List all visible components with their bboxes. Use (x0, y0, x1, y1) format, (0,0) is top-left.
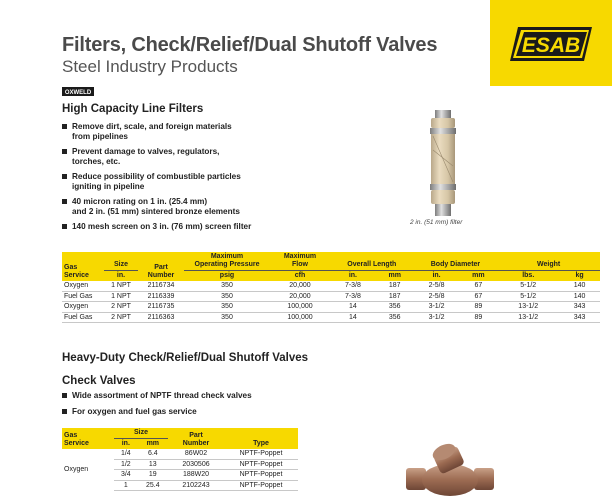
esab-logo-mark (510, 27, 592, 61)
col-size-unit: in. (104, 271, 138, 282)
filters-bullet: 140 mesh screen on 3 in. (76 mm) screen filter (62, 222, 322, 232)
filters-bullet: Prevent damage to valves, regulators, torches, etc. (62, 147, 322, 167)
bullet-square-icon (62, 199, 67, 204)
filter-photo-caption: 2 in. (51 mm) filter (410, 219, 463, 226)
table-row: Oxygen 1 NPT 2116734 350 20,000 7-3/8 187 2-5/8 67 5-1/2 140 (62, 281, 600, 291)
bullet-square-icon (62, 393, 67, 398)
col-type: Type (224, 428, 298, 449)
table-row: Fuel Gas 2 NPT 2116363 350 100,000 14 356 3-1/2 89 13-1/2 343 (62, 312, 600, 323)
esab-logo (490, 0, 612, 86)
col-diameter-in: in. (414, 271, 460, 282)
valves-heading: Heavy-Duty Check/Relief/Dual Shutoff Valves (62, 352, 309, 364)
valves-bullet-list (62, 391, 322, 422)
bullet-square-icon (62, 224, 67, 229)
line-filter-photo (418, 110, 468, 216)
bullet-square-icon (62, 174, 67, 179)
bullet-square-icon (62, 149, 67, 154)
filters-bullet: 40 micron rating on 1 in. (25.4 mm) and 2 in. (51 mm) sintered bronze elements (62, 197, 322, 217)
page-subtitle: Steel Industry Products (62, 57, 238, 76)
filters-bullet: Reduce possibility of combustible particles igniting in pipeline (62, 172, 322, 192)
col-part-number: Part Number (138, 252, 184, 281)
col-size: Size (114, 428, 168, 439)
table-row: Fuel Gas 1 NPT 2116339 350 20,000 7-3/8 187 2-5/8 67 5-1/2 140 (62, 291, 600, 302)
col-max-flow: Maximum Flow (270, 252, 330, 271)
oxweld-badge (62, 87, 94, 96)
col-body-diameter: Body Diameter (414, 252, 498, 271)
col-max-pressure: Maximum Operating Pressure (184, 252, 270, 271)
col-weight-lbs: lbs. (497, 271, 559, 282)
table-row: 1/2 13 2030506 NPTF-Poppet (62, 459, 298, 470)
page-title: Filters, Check/Relief/Dual Shutoff Valves (62, 34, 438, 56)
check-valves-heading: Check Valves (62, 375, 136, 387)
check-valve-photo (400, 440, 500, 500)
gas-service-oxygen: Oxygen (64, 466, 89, 473)
col-length-in: in. (330, 271, 376, 282)
filters-bullet: Remove dirt, scale, and foreign materials from pipelines (62, 122, 322, 142)
valves-bullet: For oxygen and fuel gas service (62, 407, 322, 417)
table-row: 3/4 19 188W20 NPTF-Poppet (62, 470, 298, 481)
filters-heading: High Capacity Line Filters (62, 103, 204, 115)
col-size-mm: mm (138, 439, 168, 450)
col-gas-service: Gas Service (62, 252, 104, 281)
filters-bullet-list (62, 122, 322, 237)
col-pressure-unit: psig (184, 271, 270, 282)
filters-table (62, 252, 600, 323)
col-size: Size (104, 252, 138, 271)
brand-wordmark: ESAB (521, 34, 581, 57)
col-flow-unit: cfh (270, 271, 330, 282)
col-diameter-mm: mm (459, 271, 497, 282)
table-row: Oxygen 2 NPT 2116735 350 100,000 14 356 3-1/2 89 13-1/2 343 (62, 302, 600, 313)
oxweld-badge-text: OXWELD (64, 90, 92, 96)
valves-bullet: Wide assortment of NPTF thread check valves (62, 391, 322, 401)
col-gas-service: Gas Service (62, 428, 114, 449)
col-part-number: Part Number (168, 428, 224, 449)
col-weight-kg: kg (559, 271, 600, 282)
col-length-mm: mm (376, 271, 414, 282)
col-size-in: in. (114, 439, 138, 450)
table-row: Oxygen 1/4 6.4 86W02 NPTF-Poppet (62, 449, 298, 459)
bullet-square-icon (62, 409, 67, 414)
check-valves-table (62, 428, 298, 491)
bullet-square-icon (62, 124, 67, 129)
table-row: 1 25.4 2102243 NPTF-Poppet (62, 480, 298, 491)
col-weight: Weight (497, 252, 600, 271)
col-overall-length: Overall Length (330, 252, 414, 271)
